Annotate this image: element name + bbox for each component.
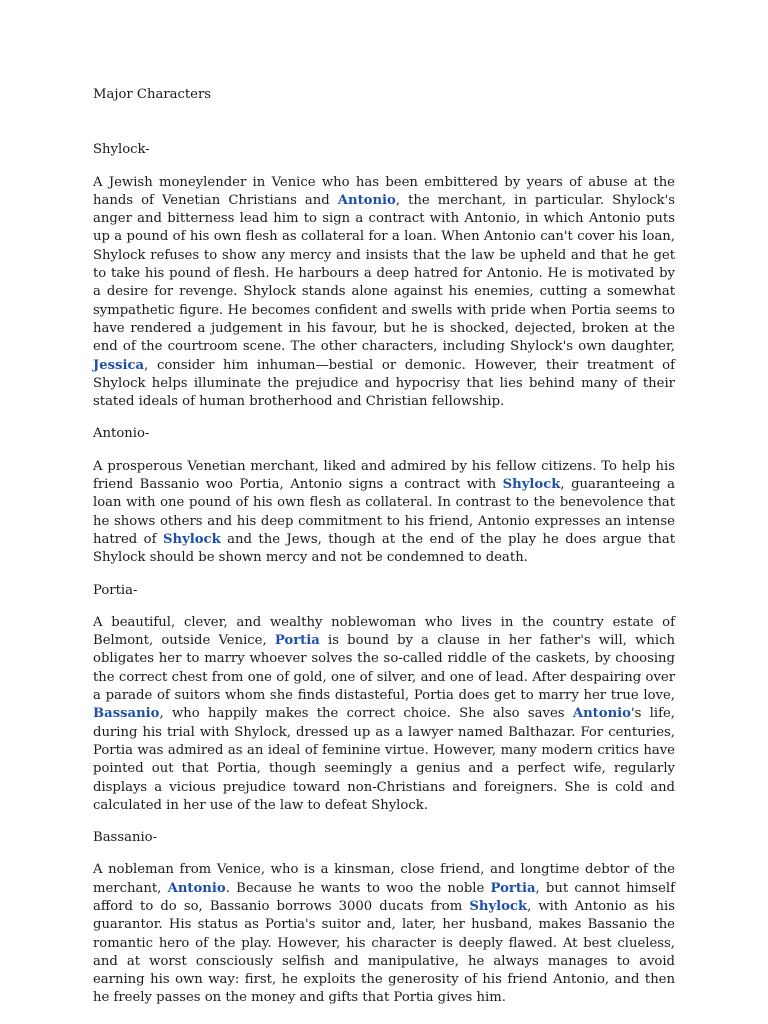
- paragraph-text: A beautiful, clever, and wealthy noblewoman who lives in the country estate of Belmont, outside Venice,: [93, 614, 675, 649]
- character-link[interactable]: Antonio: [167, 880, 226, 896]
- section-heading: Antonio-: [93, 426, 150, 442]
- paragraph-text: A Jewish moneylender in Venice who has been embittered by years of abuse at the hands of Venetian Christians and: [93, 174, 675, 208]
- character-link[interactable]: Antonio: [572, 706, 631, 722]
- paragraph-text: and the Jews, though at the end of the play he does argue that Shylock should be shown mercy and not be condemned to death.: [93, 531, 675, 566]
- section-paragraph: [93, 458, 675, 568]
- character-link[interactable]: Shylock: [502, 477, 561, 493]
- paragraph-text: . Because he wants to woo the noble: [225, 880, 491, 896]
- paragraph-text: A prosperous Venetian merchant, liked and admired by his fellow citizens. To help his friend Bassanio woo Portia, Antonio signs a contract with: [93, 458, 675, 493]
- document-page: [93, 86, 675, 1022]
- character-link[interactable]: Shylock: [469, 898, 528, 914]
- document-title: Major Characters: [93, 87, 212, 102]
- character-link[interactable]: Bassanio: [93, 706, 160, 722]
- paragraph-text: A nobleman from Venice, who is a kinsman, close friend, and longtime debtor of the merchant,: [93, 862, 675, 896]
- section-heading: Bassanio-: [93, 830, 158, 846]
- section-heading: Portia-: [93, 582, 138, 598]
- paragraph-text: 's life, during his trial with Shylock, dressed up as a lawyer named Balthazar. For centuries, Portia was admired as an ideal of feminine virtue. However, many modern critics have pointed out that Portia, though seemingly a genius and a perfect wife, regularly displays a vicious prejudice toward non-Christians and foreigners. She is cold and calculated in her use of the law to defeat Shylock.: [93, 706, 675, 813]
- paragraph-text: , consider him inhuman—bestial or demonic. However, their treatment of Shylock helps illuminate the prejudice and hypocrisy that lies behind many of their stated ideals of human brotherhood and Christian fellowship.: [93, 357, 675, 410]
- character-link[interactable]: Shylock: [162, 531, 221, 547]
- section-paragraph: [93, 174, 675, 412]
- paragraph-text: , the merchant, in particular. Shylock's anger and bitterness lead him to sign a contract with Antonio, in which Antonio puts up a pound of his own flesh as collateral for a loan. When Antonio can't cover his loan, Shylock refuses to show any mercy and insists that the law be upheld and that he get to take his pound of flesh. He harbours a deep hatred for Antonio. He is motivated by a desire for revenge. Shylock stands alone against his enemies, cutting a somewhat sympathetic figure. He becomes confident and swells with pride when Portia seems to have rendered a judgement in his favour, but he is shocked, dejected, broken at the end of the courtroom scene. The other characters, including Shylock's own daughter,: [93, 192, 675, 355]
- document-body: [93, 141, 675, 1007]
- character-link[interactable]: Portia: [274, 633, 320, 649]
- section-paragraph: [93, 614, 675, 815]
- character-link[interactable]: Jessica: [93, 357, 145, 373]
- paragraph-text: , with Antonio as his guarantor. His status as Portia's suitor and, later, her husband, makes Bassanio the romantic hero of the play. However, his character is deeply flawed. At best clueless, and at worst consciously selfish and manipulative, he always manages to avoid earning his own way: first, he exploits the generosity of his friend Antonio, and then he freely passes on the money and gifts that Portia gives him.: [93, 898, 675, 1006]
- character-link[interactable]: Antonio: [337, 192, 396, 208]
- paragraph-text: , who happily makes the correct choice. She also saves: [159, 706, 573, 722]
- section-heading: Shylock-: [93, 142, 150, 158]
- paragraph-text: , guaranteeing a loan with one pound of his own flesh as collateral. In contrast to the benevolence that he shows others and his deep commitment to his friend, Antonio expresses an intense hatred of: [93, 477, 676, 547]
- section-paragraph: [93, 861, 675, 1007]
- character-link[interactable]: Portia: [490, 880, 536, 896]
- paragraph-text: is bound by a clause in her father's will, which obligates her to marry whoever solves the so-called riddle of the caskets, by choosing the correct chest from one of gold, one of silver, and one of lead. After despairing over a parade of suitors whom she finds distasteful, Portia does get to marry her true love,: [93, 633, 675, 704]
- paragraph-text: , but cannot himself afford to do so, Bassanio borrows 3000 ducats from: [93, 880, 676, 914]
